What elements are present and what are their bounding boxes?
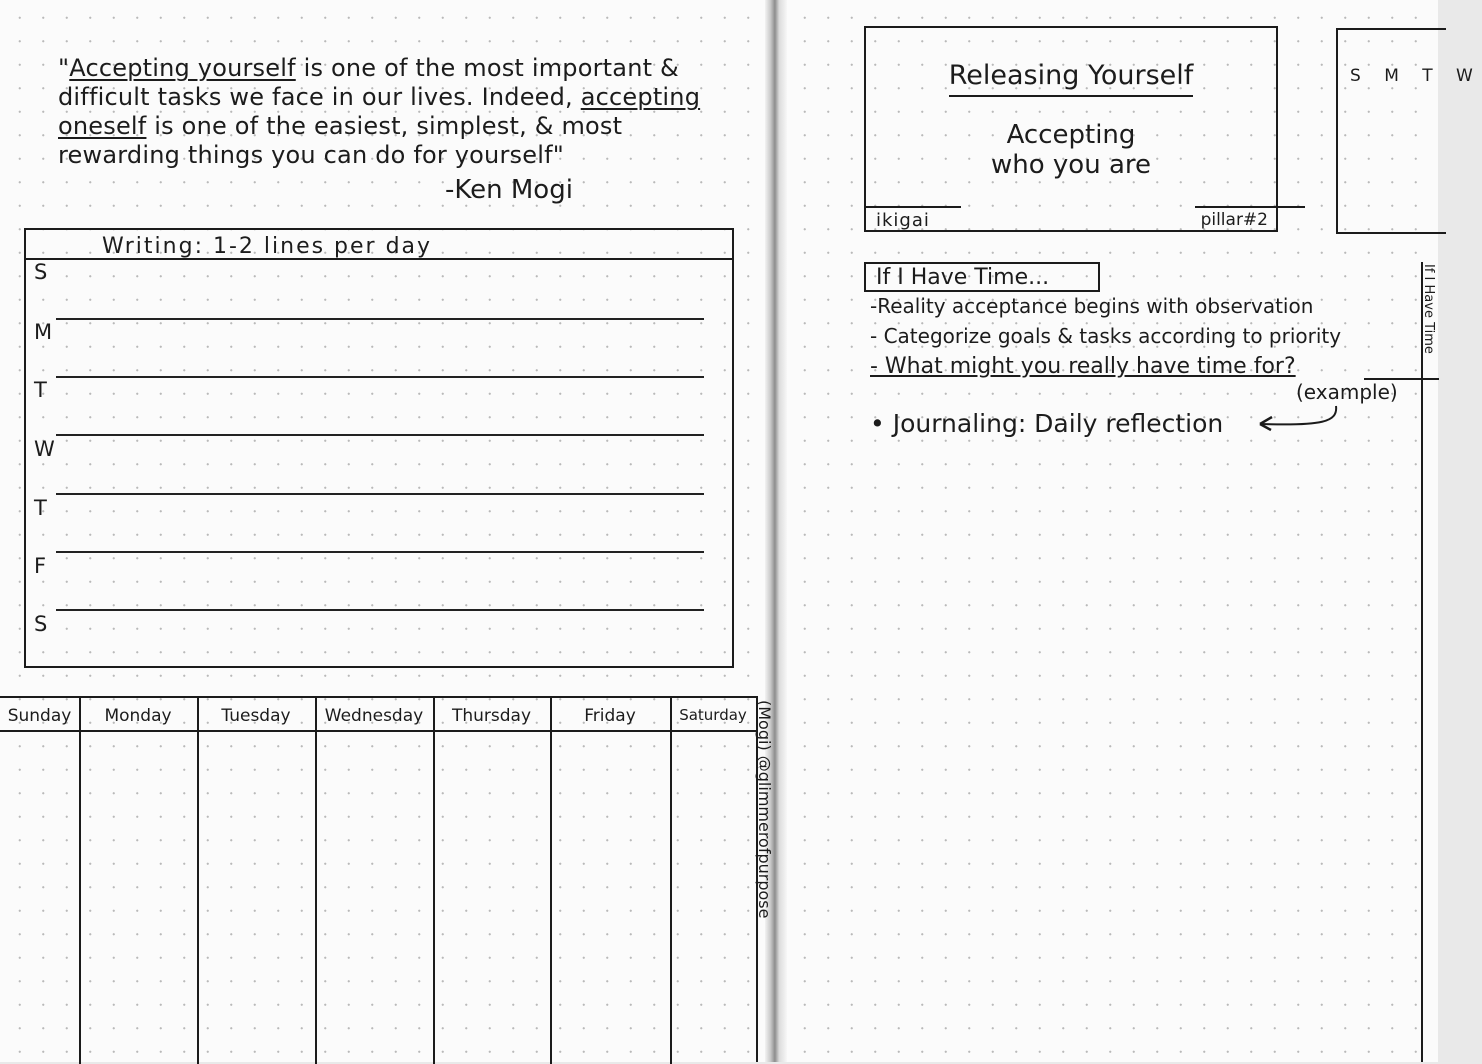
column-divider xyxy=(433,698,435,1064)
pillar-title-text: Releasing Yourself xyxy=(949,60,1194,97)
column-header-monday: Monday xyxy=(104,706,172,726)
pillar-label-number: pillar#2 xyxy=(1200,210,1268,230)
quote-text xyxy=(58,54,718,170)
column-header-saturday: Saturday xyxy=(679,706,747,724)
time-section-header-box xyxy=(864,262,1100,292)
weekly-table xyxy=(0,696,758,1062)
day-letter-thursday: T xyxy=(34,496,47,520)
pillar-label-ikigai: ikigai xyxy=(876,210,930,231)
calendar-card xyxy=(1336,28,1482,234)
pillar-subtitle-line-2: who you are xyxy=(991,150,1151,180)
example-note: (example) xyxy=(1296,380,1398,404)
column-divider xyxy=(79,698,81,1064)
column-header-tuesday: Tuesday xyxy=(221,706,291,726)
writing-line xyxy=(56,551,704,553)
day-letter-friday: F xyxy=(34,554,47,578)
weekly-table-header-line xyxy=(0,730,758,732)
quote-open-mark: " xyxy=(58,54,70,82)
writing-line xyxy=(56,493,704,495)
credit-text xyxy=(748,700,776,970)
calendar-day-letters: S M T W xyxy=(1350,66,1482,86)
quote-body-2: is one of the easiest, simplest, & most rewarding things you can do for yourself" xyxy=(58,112,623,169)
pillar-subtitle xyxy=(866,120,1276,180)
writing-line xyxy=(56,318,704,320)
pillar-card xyxy=(864,26,1278,232)
writing-tracker-header xyxy=(26,230,732,260)
side-connector-line xyxy=(1364,378,1424,380)
day-letter-monday: M xyxy=(34,320,53,344)
quote-body-1: is one of the most important & difficult tasks we face in our lives. Indeed, xyxy=(58,54,679,111)
quote-underlined-phrase-2: accepting oneself xyxy=(58,83,701,140)
journaling-item: • Journaling: Daily reflection xyxy=(870,409,1224,438)
column-divider xyxy=(315,698,317,1064)
column-divider xyxy=(670,698,672,1064)
writing-line xyxy=(56,376,704,378)
pillar-title xyxy=(866,60,1276,91)
column-header-sunday: Sunday xyxy=(7,706,72,726)
column-divider xyxy=(197,698,199,1064)
day-letter-wednesday: W xyxy=(34,437,55,461)
side-tab-label: If I Have Time xyxy=(1421,264,1436,354)
quote-underlined-phrase-1: Accepting yourself xyxy=(69,54,296,82)
credit-label: (Mogi) @glimmerofpurpose xyxy=(755,700,774,919)
time-bullet-1: -Reality acceptance begins with observation xyxy=(870,294,1314,318)
column-header-thursday: Thursday xyxy=(451,706,532,726)
pillar-subtitle-line-1: Accepting xyxy=(1006,120,1136,150)
writing-tracker-title: Writing: 1-2 lines per day xyxy=(102,234,433,259)
column-header-friday: Friday xyxy=(584,706,636,726)
day-letter-tuesday: T xyxy=(34,378,47,402)
day-letter-sunday: S xyxy=(34,260,48,284)
column-header-wednesday: Wednesday xyxy=(324,706,424,726)
side-column-box xyxy=(1421,262,1451,1062)
writing-line xyxy=(56,609,704,611)
time-bullet-3 xyxy=(870,354,1296,379)
time-bullet-3-text: - What might you really have time for? xyxy=(870,354,1296,379)
quote-author: -Ken Mogi xyxy=(445,175,573,205)
time-section-title: If I Have Time... xyxy=(876,265,1050,290)
column-divider xyxy=(550,698,552,1064)
day-letter-saturday: S xyxy=(34,612,48,636)
writing-tracker-box xyxy=(24,228,734,668)
time-bullet-2: - Categorize goals & tasks according to priority xyxy=(870,324,1342,348)
writing-line xyxy=(56,434,704,436)
arrow-left-icon xyxy=(1252,400,1342,434)
side-tab xyxy=(1422,262,1439,380)
